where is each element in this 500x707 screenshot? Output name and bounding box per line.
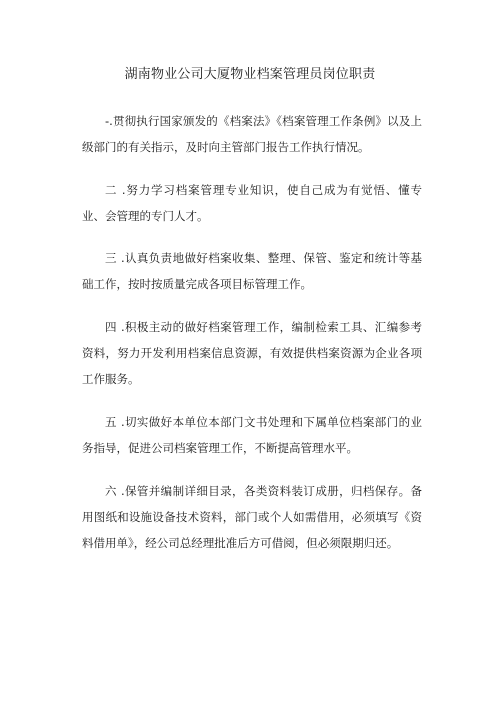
duty-paragraph-2: 二 .努力学习档案管理专业知识，使自己成为有觉悟、懂专业、会管理的专门人才。: [82, 183, 422, 223]
duty-paragraph-5: 五 .切实做好本单位本部门文书处理和下属单位档案部门的业务指导，促进公司档案管理工作，不断提高管理水平。: [82, 415, 422, 455]
duty-paragraph-1: -.贯彻执行国家颁发的《档案法》《档案管理工作条例》以及上级部门的有关指示，及时向主管部门报告工作执行情况。: [82, 114, 422, 154]
duty-paragraph-3: 三 .认真负责地做好档案收集、整理、保管、鉴定和统计等基础工作，按时按质量完成各项目标管理工作。: [82, 251, 422, 291]
duty-paragraph-6: 六 .保管并编制详细目录，各类资料装订成册，归档保存。备用图纸和设施设备技术资料，部门或个人如需借用，必须填写《资料借用单》，经公司总经理批准后方可借阅，但必须限期归还。: [82, 484, 422, 550]
document-title: 湖南物业公司大厦物业档案管理员岗位职责: [124, 67, 376, 82]
duty-paragraph-4: 四 .积极主动的做好档案管理工作，编制检索工具、汇编参考资料，努力开发利用档案信息资源，有效提供档案资源为企业各项工作服务。: [82, 320, 422, 386]
